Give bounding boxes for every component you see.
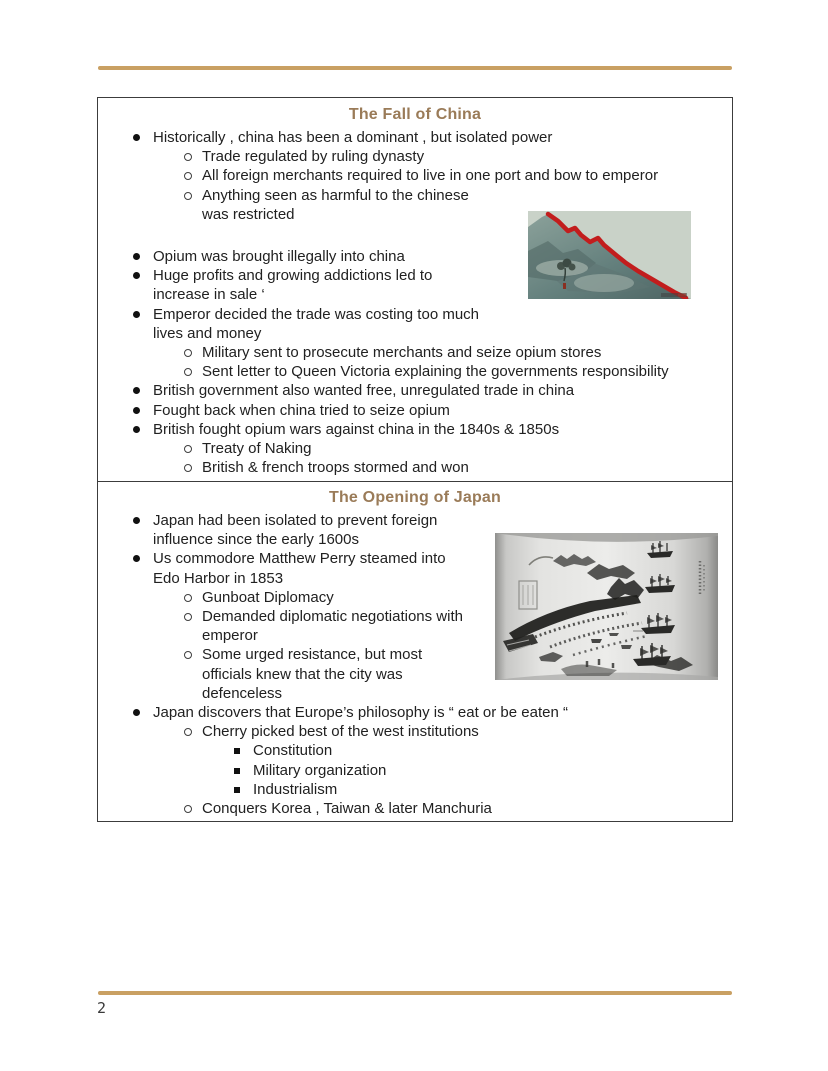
bullet-disc-icon [133,426,140,433]
bullet-circle-icon [184,594,192,602]
bullet-circle-icon [184,172,192,180]
bullet-circle-icon [184,464,192,472]
notes-outline-box [97,97,733,822]
fall-of-china-section [98,98,732,481]
bullet-line: Some urged resistance, but most [202,646,423,664]
opening-of-japan-section [98,481,732,821]
bullet-item [98,166,732,185]
bullet-disc-icon [133,407,140,414]
bullet-disc-icon [133,517,140,524]
bullet-line: Historically , china has been a dominant , but isolated power [153,129,553,146]
bullet-item [98,381,732,400]
top-divider-rule [98,66,732,70]
bullet-circle-icon [184,445,192,453]
bullet-item [98,305,732,343]
bullet-line: Emperor decided the trade was costing too much [153,305,480,323]
bullet-line: influence since the early 1600s [153,531,359,549]
bullet-line: Sent letter to Queen Victoria explaining the governments responsibility [202,363,669,381]
bullet-line: officials knew that the city was [202,665,403,683]
bullet-item [98,401,732,420]
bullet-circle-icon [184,805,192,813]
bullet-line: Conquers Korea , Taiwan & later Manchuria [202,800,492,818]
bullet-item [98,799,732,818]
bullet-circle-icon [184,349,192,357]
bullet-line: Opium was brought illegally into china [153,248,405,266]
bullet-line: lives and money [153,324,262,342]
bullet-item [98,420,732,439]
bullet-item [98,703,732,722]
bottom-divider-rule [98,991,732,995]
bullet-line: Huge profits and growing addictions led to [153,267,433,285]
section-title: The Fall of China [348,106,482,123]
bullet-disc-icon [133,311,140,318]
bullet-line: Constitution [253,742,333,760]
bullet-disc-icon [133,387,140,394]
bullet-item [98,128,732,147]
bullet-disc-icon [133,134,140,141]
bullet-line: Treaty of Naking [202,440,312,458]
bullet-line: Military organization [253,761,387,779]
bullet-square-icon [234,768,240,774]
bullet-item [98,362,732,381]
bullet-line: British government also wanted free, unregulated trade in china [153,382,575,400]
bullet-item [98,343,732,362]
bullet-disc-icon [133,253,140,260]
bullet-item [98,439,732,458]
bullet-disc-icon [133,272,140,279]
bullet-circle-icon [184,192,192,200]
bullet-circle-icon [184,651,192,659]
bullet-line: Industrialism [253,780,338,798]
bullet-line: Fought back when china tried to seize opium [153,401,450,419]
bullet-line: British & french troops stormed and won [202,459,469,477]
bullet-line: Military sent to prosecute merchants and seize opium stores [202,344,602,362]
bullet-line: Edo Harbor in 1853 [153,569,284,587]
perry-edo-harbor-print-image [495,533,718,680]
bullet-item [98,780,732,799]
bullet-item [98,741,732,760]
bullet-circle-icon [184,368,192,376]
bullet-line: Anything seen as harmful to the chinese [202,186,469,204]
china-mountain-painting-image [528,211,691,299]
bullet-line: increase in sale ‘ [153,286,265,304]
bullet-disc-icon [133,555,140,562]
bullet-line: Us commodore Matthew Perry steamed into [153,550,446,568]
bullet-circle-icon [184,728,192,736]
bullet-line: Cherry picked best of the west institutions [202,723,479,741]
bullet-item [98,147,732,166]
section-title: The Opening of Japan [328,489,501,506]
bullet-line: Japan had been isolated to prevent foreign [153,512,438,529]
bullet-line: Gunboat Diplomacy [202,588,334,606]
bullet-line: British fought opium wars against china in the 1840s & 1850s [153,420,560,438]
bullet-item [98,458,732,477]
bullet-square-icon [234,748,240,754]
bullet-line: Demanded diplomatic negotiations with [202,608,463,626]
bullet-item [98,722,732,741]
bullet-line: Japan discovers that Europe’s philosophy is “ eat or be eaten “ [153,704,568,722]
bullet-circle-icon [184,153,192,161]
bullet-line: emperor [202,627,258,645]
bullet-line: Trade regulated by ruling dynasty [202,148,425,166]
bullet-square-icon [234,787,240,793]
bullet-line: was restricted [202,205,295,223]
page-number: 2 [97,999,107,1017]
bullet-disc-icon [133,709,140,716]
bullet-line: All foreign merchants required to live in one port and bow to emperor [202,167,659,185]
bullet-line: defenceless [202,684,283,702]
bullet-circle-icon [184,613,192,621]
bullet-item [98,761,732,780]
